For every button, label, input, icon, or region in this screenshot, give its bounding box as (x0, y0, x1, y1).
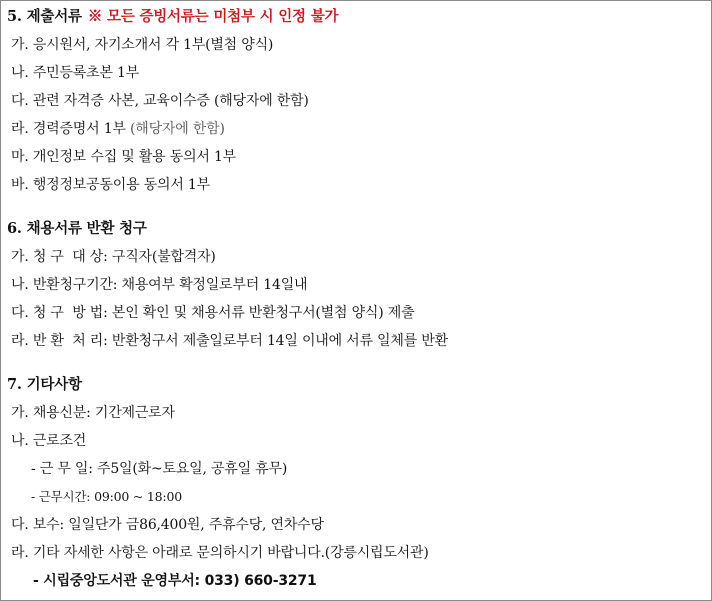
list-item: 나. 근로조건 (11, 433, 87, 449)
section-title: 5. 제출서류 (7, 8, 82, 25)
list-item: 다. 보수: 일일단가 금86,400원, 주휴수당, 연차수당 (11, 517, 324, 533)
section-document-return (7, 215, 707, 355)
list-item: 나. 주민등록초본 1부 (11, 65, 140, 81)
warning-text: ※ 모든 증빙서류는 미첨부 시 인정 불가 (87, 8, 339, 25)
list-item: 다. 청 구 방 법: 본인 확인 및 채용서류 반환청구서(별첨 양식) 제출 (11, 305, 415, 321)
list-item: 라. 반 환 처 리: 반환청구서 제출일로부터 14일 이내에 서류 일체를 반환 (11, 333, 448, 349)
list-item-text: 라. 경력증명서 1부 (11, 121, 126, 137)
section-other-matters (7, 371, 707, 595)
list-item: 마. 개인정보 수집 및 활용 동의서 1부 (11, 149, 236, 165)
section-heading (7, 3, 707, 31)
sub-item-workdays: - 근 무 일: 주5일(화~토요일, 공휴일 휴무) (31, 461, 288, 477)
sub-item-work-hours: - 근무시간: 09:00 ~ 18:00 (31, 489, 182, 504)
list-item: 바. 행정정보공동이용 동의서 1부 (11, 177, 210, 193)
section-required-documents (7, 3, 707, 199)
list-item (7, 115, 707, 143)
list-item: 라. 기타 자세한 사항은 아래로 문의하시기 바랍니다.(강릉시립도서관) (11, 545, 429, 561)
list-item: 다. 관련 자격증 사본, 교육이수증 (해당자에 한함) (11, 93, 309, 109)
list-item: 가. 응시원서, 자기소개서 각 1부(별첨 양식) (11, 37, 274, 53)
list-item: 가. 채용신분: 기간제근로자 (11, 405, 175, 421)
contact-line: - 시립중앙도서관 운영부서: 033) 660-3271 (33, 573, 317, 589)
section-heading: 7. 기타사항 (7, 376, 82, 393)
list-item: 나. 반환청구기간: 채용여부 확정일로부터 14일내 (11, 277, 308, 293)
list-item-note: (해당자에 한함) (130, 121, 225, 137)
list-item: 가. 청 구 대 상: 구직자(불합격자) (11, 249, 216, 265)
section-heading: 6. 채용서류 반환 청구 (7, 220, 147, 237)
